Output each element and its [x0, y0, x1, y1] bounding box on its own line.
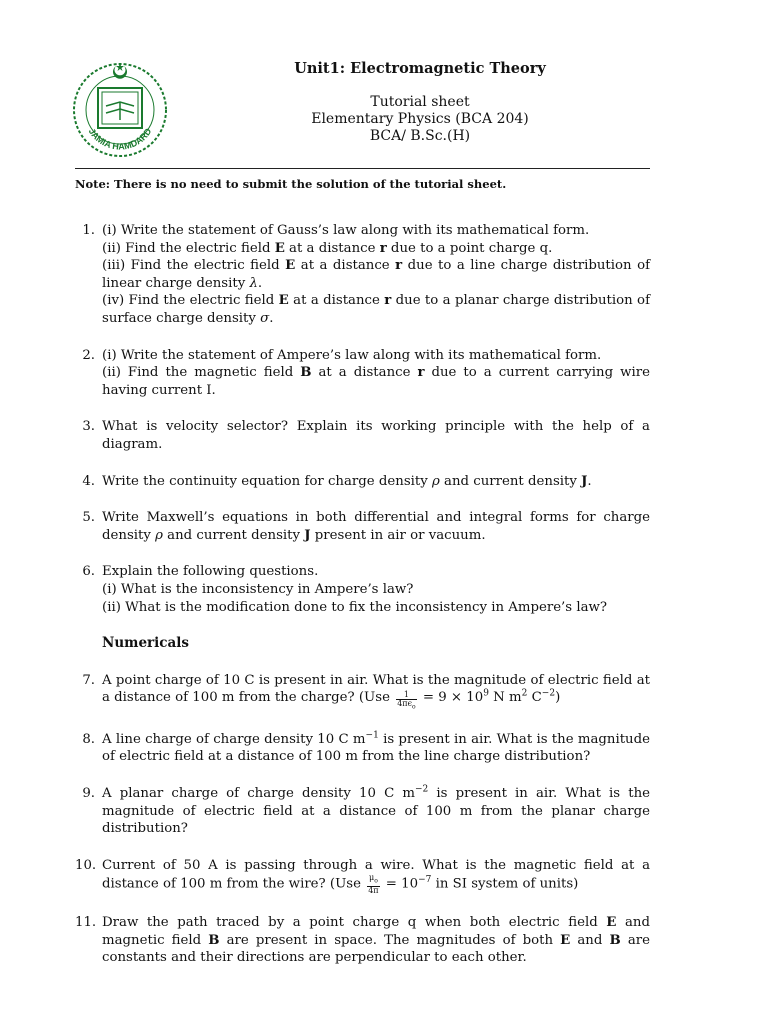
question-number: 8. — [82, 731, 95, 747]
numericals-heading: Numericals — [102, 635, 189, 652]
question-11 — [75, 914, 650, 967]
question-9-text: A planar charge of charge density 10 C $m^{-2}$ is present in air. What is the magnitude of electric field at a distance of 100 m from the planar charge distribution? — [102, 784, 651, 837]
logo-text: JAMIA HAMDARD — [86, 126, 154, 152]
question-2-part-i: (i) Write the statement of Ampere’s law along with its mathematical form. — [102, 347, 602, 363]
question-number: 6. — [82, 564, 95, 580]
question-list — [75, 222, 650, 967]
question-1-part-iv: (iv) Find the electric field E at a distance r due to a planar charge distribution of surface charge density σ. — [102, 293, 650, 326]
question-number: 7. — [82, 672, 95, 688]
question-3-text: What is velocity selector? Explain its working principle with the help of a diagram. — [102, 419, 650, 452]
question-11-text: Draw the path traced by a point charge q when both electric field E and magnetic field B are present in space. The magnitudes of both E and B are constants and their directions are perpendicular to each other. — [102, 915, 650, 966]
document-header — [250, 60, 590, 145]
question-number: 4. — [82, 473, 95, 489]
question-7-text: A point charge of 10 C is present in air. What is the magnitude of electric field at a distance of 100 m from the charge? (Use $\frac{1}{4\pi\epsilon_o}$ = $9 \times 10^9$ N $m^2$ $C^{-2}$) — [102, 672, 650, 711]
question-10 — [75, 857, 650, 895]
question-5 — [75, 509, 650, 544]
question-number: 1. — [82, 223, 95, 238]
question-1 — [75, 222, 650, 328]
question-2-part-ii: (ii) Find the magnetic field B at a distance r due to a current carrying wire having current I. — [102, 365, 650, 398]
question-number: 10. — [75, 857, 97, 873]
question-6-intro: Explain the following questions. — [102, 564, 319, 580]
question-7 — [75, 672, 650, 712]
question-5-text: Write Maxwell’s equations in both differential and integral forms for charge density ρ and current density J present in air or vacuum. — [102, 510, 650, 543]
question-number: 11. — [75, 915, 97, 931]
question-number: 9. — [82, 786, 95, 802]
header-line-3: BCA/ B.Sc.(H) — [369, 128, 471, 144]
question-10-text: Current of 50 A is passing through a wire. What is the magnetic field at a distance of 100 m from the wire? (Use $\frac{\mu_o}{4\pi}$ = $10^{-7}$ in SI system of units) — [102, 857, 650, 896]
question-4-text: Write the continuity equation for charge density ρ and current density J. — [102, 473, 592, 489]
question-8 — [75, 731, 650, 766]
question-8-text: A line charge of charge density 10 C $m^{-1}$ is present in air. What is the magnitude of electric field at a distance of 100 m from the line charge distribution? — [102, 730, 650, 765]
header-line-2: Elementary Physics (BCA 204) — [311, 111, 529, 127]
question-2 — [75, 347, 650, 400]
question-1-part-i: (i) Write the statement of Gauss’s law along with its mathematical form. — [102, 223, 590, 238]
svg-text:JAMIA HAMDARD — [87, 126, 154, 152]
permeability-fraction: $\frac{\mu_o}{4\pi}$ — [368, 873, 379, 896]
question-3 — [75, 418, 650, 453]
header-divider — [75, 168, 650, 169]
question-number: 3. — [82, 419, 95, 435]
question-1-part-iii: (iii) Find the electric field E at a distance r due to a line charge distribution of linear charge density λ. — [102, 258, 650, 291]
question-9 — [75, 785, 650, 838]
question-1-part-ii: (ii) Find the electric field E at a distance r due to a point charge q. — [102, 240, 553, 256]
question-6-part-ii: (ii) What is the modification done to fix the inconsistency in Ampere’s law? — [102, 599, 608, 615]
submission-note: Note: There is no need to submit the solution of the tutorial sheet. — [75, 177, 507, 191]
coulomb-constant-fraction: $\frac{1}{4\pi\epsilon_o}$ — [397, 690, 416, 711]
header-line-1: Tutorial sheet — [370, 94, 470, 110]
question-4 — [75, 473, 650, 491]
question-6-part-i: (i) What is the inconsistency in Ampere’s law? — [102, 581, 414, 597]
question-number: 5. — [82, 510, 95, 526]
jamia-hamdard-logo — [70, 58, 170, 158]
question-6 — [75, 563, 650, 616]
question-number: 2. — [82, 347, 95, 363]
document-title: Unit1: Electromagnetic Theory — [294, 60, 546, 77]
